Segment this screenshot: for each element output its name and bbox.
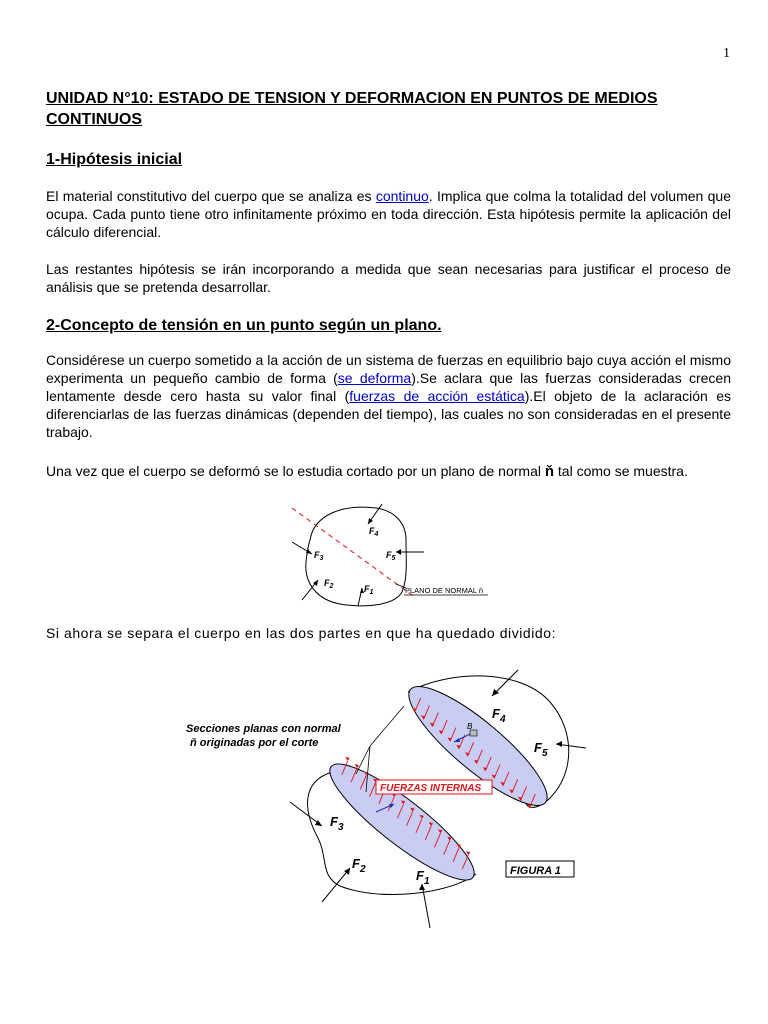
force-label-f3: $F_3$ <box>330 814 344 833</box>
force-label-f4: $F_4$ <box>492 706 506 725</box>
document-title: UNIDAD N°10: ESTADO DE TENSION Y DEFORMACION EN PUNTOS DE MEDIOS CONTINUOS <box>46 90 658 128</box>
figure-body-cut-by-plane <box>284 500 494 612</box>
force-label-f4: $F_4$ <box>369 526 379 538</box>
force-arrow-2 <box>322 868 350 902</box>
force-label-f5: $F_5$ <box>534 740 548 759</box>
force-label-f3: $F_3$ <box>314 550 324 562</box>
page-number: 1 <box>723 46 730 61</box>
force-label-f2: $F_2$ <box>324 578 334 590</box>
figure-caption: FIGURA 1 <box>510 865 561 877</box>
link-continuo[interactable]: continuo <box>375 188 429 204</box>
text-span: El material constitutivo del cuerpo que se analiza es <box>46 188 376 204</box>
normal-vector-symbol: ň <box>544 463 555 480</box>
internal-forces-label: FUERZAS INTERNAS <box>380 783 482 794</box>
section-2-heading: 2-Concepto de tensión en un punto según un plano. <box>46 317 442 334</box>
text-span: ).El objeto de la aclaración es diferenciarlas de las fuerzas dinámicas (dependen del tiempo), las cuales no son consideradas en el presente trabajo. <box>46 388 731 440</box>
section-1-paragraph-2: Las restantes hipótesis se irán incorporando a medida que sean necesarias para justificar el proceso de análisis que se pretenda desarrollar. <box>46 261 731 295</box>
force-label-f1: $F_1$ <box>364 584 374 596</box>
force-label-f5: $F_5$ <box>386 550 396 562</box>
arrowhead <box>556 741 562 747</box>
sections-label-line-1: Secciones planas con normal <box>186 723 341 735</box>
text-span: ).Se aclara que las fuerzas consideradas crecen lentamente desde cero hasta su valor final ( <box>46 370 731 404</box>
arrowhead <box>396 549 401 555</box>
force-arrow-1 <box>422 884 430 928</box>
section-2-paragraph-3: Si ahora se separa el cuerpo en las dos partes en que ha quedado dividido: <box>46 625 557 641</box>
sections-label-line-2: ň originadas por el corte <box>190 737 319 749</box>
arrowhead <box>345 757 350 761</box>
text-span: Una vez que el cuerpo se deformó se lo estudia cortado por un plano de normal <box>46 463 545 479</box>
section-2-paragraph-2 <box>46 462 731 481</box>
text-span: . Implica que colma la totalidad del volumen que ocupa. Cada punto tiene otro infinitamente próximo en toda dirección. Esta hipótesis permite la aplicación del cálculo diferencial. <box>46 188 731 240</box>
point-b-label: B <box>467 722 473 731</box>
force-label-f2: $F_2$ <box>352 856 366 875</box>
arrowhead <box>315 820 322 826</box>
plane-label: PLANO DE NORMAL ň <box>405 586 484 595</box>
link-se-deforma[interactable]: se deforma <box>337 370 412 386</box>
section-2-paragraph-1 <box>46 351 731 441</box>
section-1-paragraph-1 <box>46 187 731 241</box>
text-span: Considérese un cuerpo sometido a la acción de un sistema de fuerzas en equilibrio bajo cuya acción el mismo experimenta un pequeño cambio de forma ( <box>46 352 731 386</box>
figure-1-separated-parts <box>180 662 600 934</box>
arrowhead <box>368 518 373 524</box>
force-label-f1: $F_1$ <box>416 868 430 887</box>
text-span: tal como se muestra. <box>554 463 688 479</box>
link-fuerzas-accion-estatica[interactable]: fuerzas de acción estática <box>349 388 525 404</box>
section-1-heading: 1-Hipótesis inicial <box>46 151 183 168</box>
